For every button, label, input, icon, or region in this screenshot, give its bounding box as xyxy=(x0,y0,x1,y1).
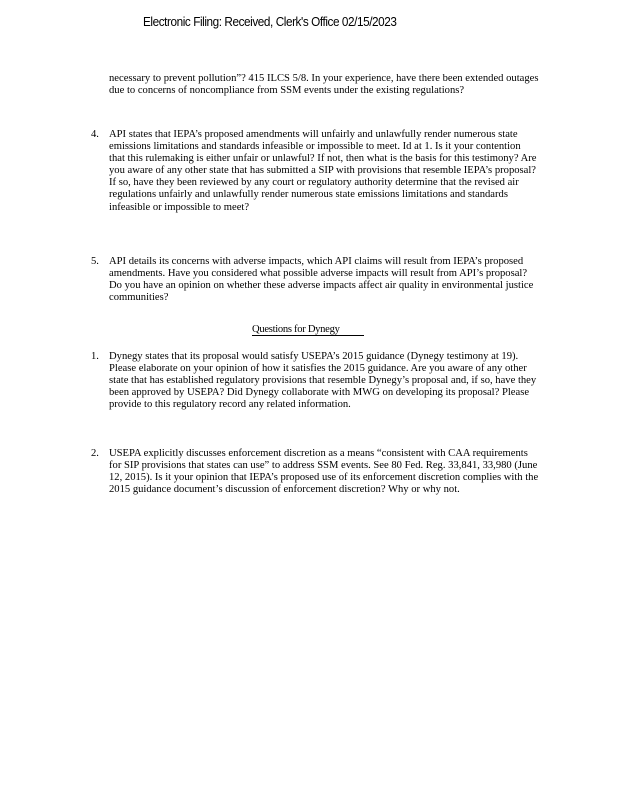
dynegy-question-1: Dynegy states that its proposal would satisfy USEPA’s 2015 guidance (Dynegy testimony at 19). Please elaborate on your opinion of how it satisfies the 2015 guidance. Are you aware of any other state that has established regulatory provisions that resemble Dynegy’s proposal and, if so, have they been approved by USEPA? Did Dynegy collaborate with MWG on developing its proposal? Please provide to this regulatory record any related information. xyxy=(109,351,537,411)
section-heading xyxy=(252,323,364,336)
question-number: 2. xyxy=(91,448,99,459)
continuation-paragraph: necessary to prevent pollution”? 415 ILCS 5/8. In your experience, have there been extended outages due to concerns of noncompliance from SSM events under the existing regulations? xyxy=(109,73,539,97)
api-question-5: API details its concerns with adverse impacts, which API claims will result from IEPA’s proposed amendments. Have you considered what possible adverse impacts will result from API’s proposal? Do you have an opinion on whether these adverse impacts affect air quality in environmental justice communities? xyxy=(109,256,534,304)
question-number: 4. xyxy=(91,129,99,140)
dynegy-question-2: USEPA explicitly discusses enforcement discretion as a means “consistent with CAA requirements for SIP provisions that states can use” to address SSM events. See 80 Fed. Reg. 33,841, 33,980 (June 12, 2015). Is it your opinion that IEPA’s proposed use of its enforcement discretion complies with the 2015 guidance document’s discussion of enforcement discretion? Why or why not. xyxy=(109,448,539,496)
question-number: 1. xyxy=(91,351,99,362)
api-question-4: API states that IEPA’s proposed amendments will unfairly and unlawfully render numerous state emissions limitations and standards infeasible or impossible to meet. Id at 1. Is it your contention that this rulemaking is either unfair or unlawful? If not, then what is the basis for this testimony? Are you aware of any other state that has submitted a SIP with provisions that resemble IEPA’s proposal? If so, have they been reviewed by any court or regulatory authority determine that the revised air regulations unfairly and unlawfully render numerous state emissions limitations and standards infeasible or impossible to meet? xyxy=(109,129,537,213)
question-number: 5. xyxy=(91,256,99,267)
electronic-filing-stamp: Electronic Filing: Received, Clerk's Office 02/15/2023 xyxy=(143,15,397,29)
section-heading-text: Questions for Dynegy xyxy=(252,324,340,335)
